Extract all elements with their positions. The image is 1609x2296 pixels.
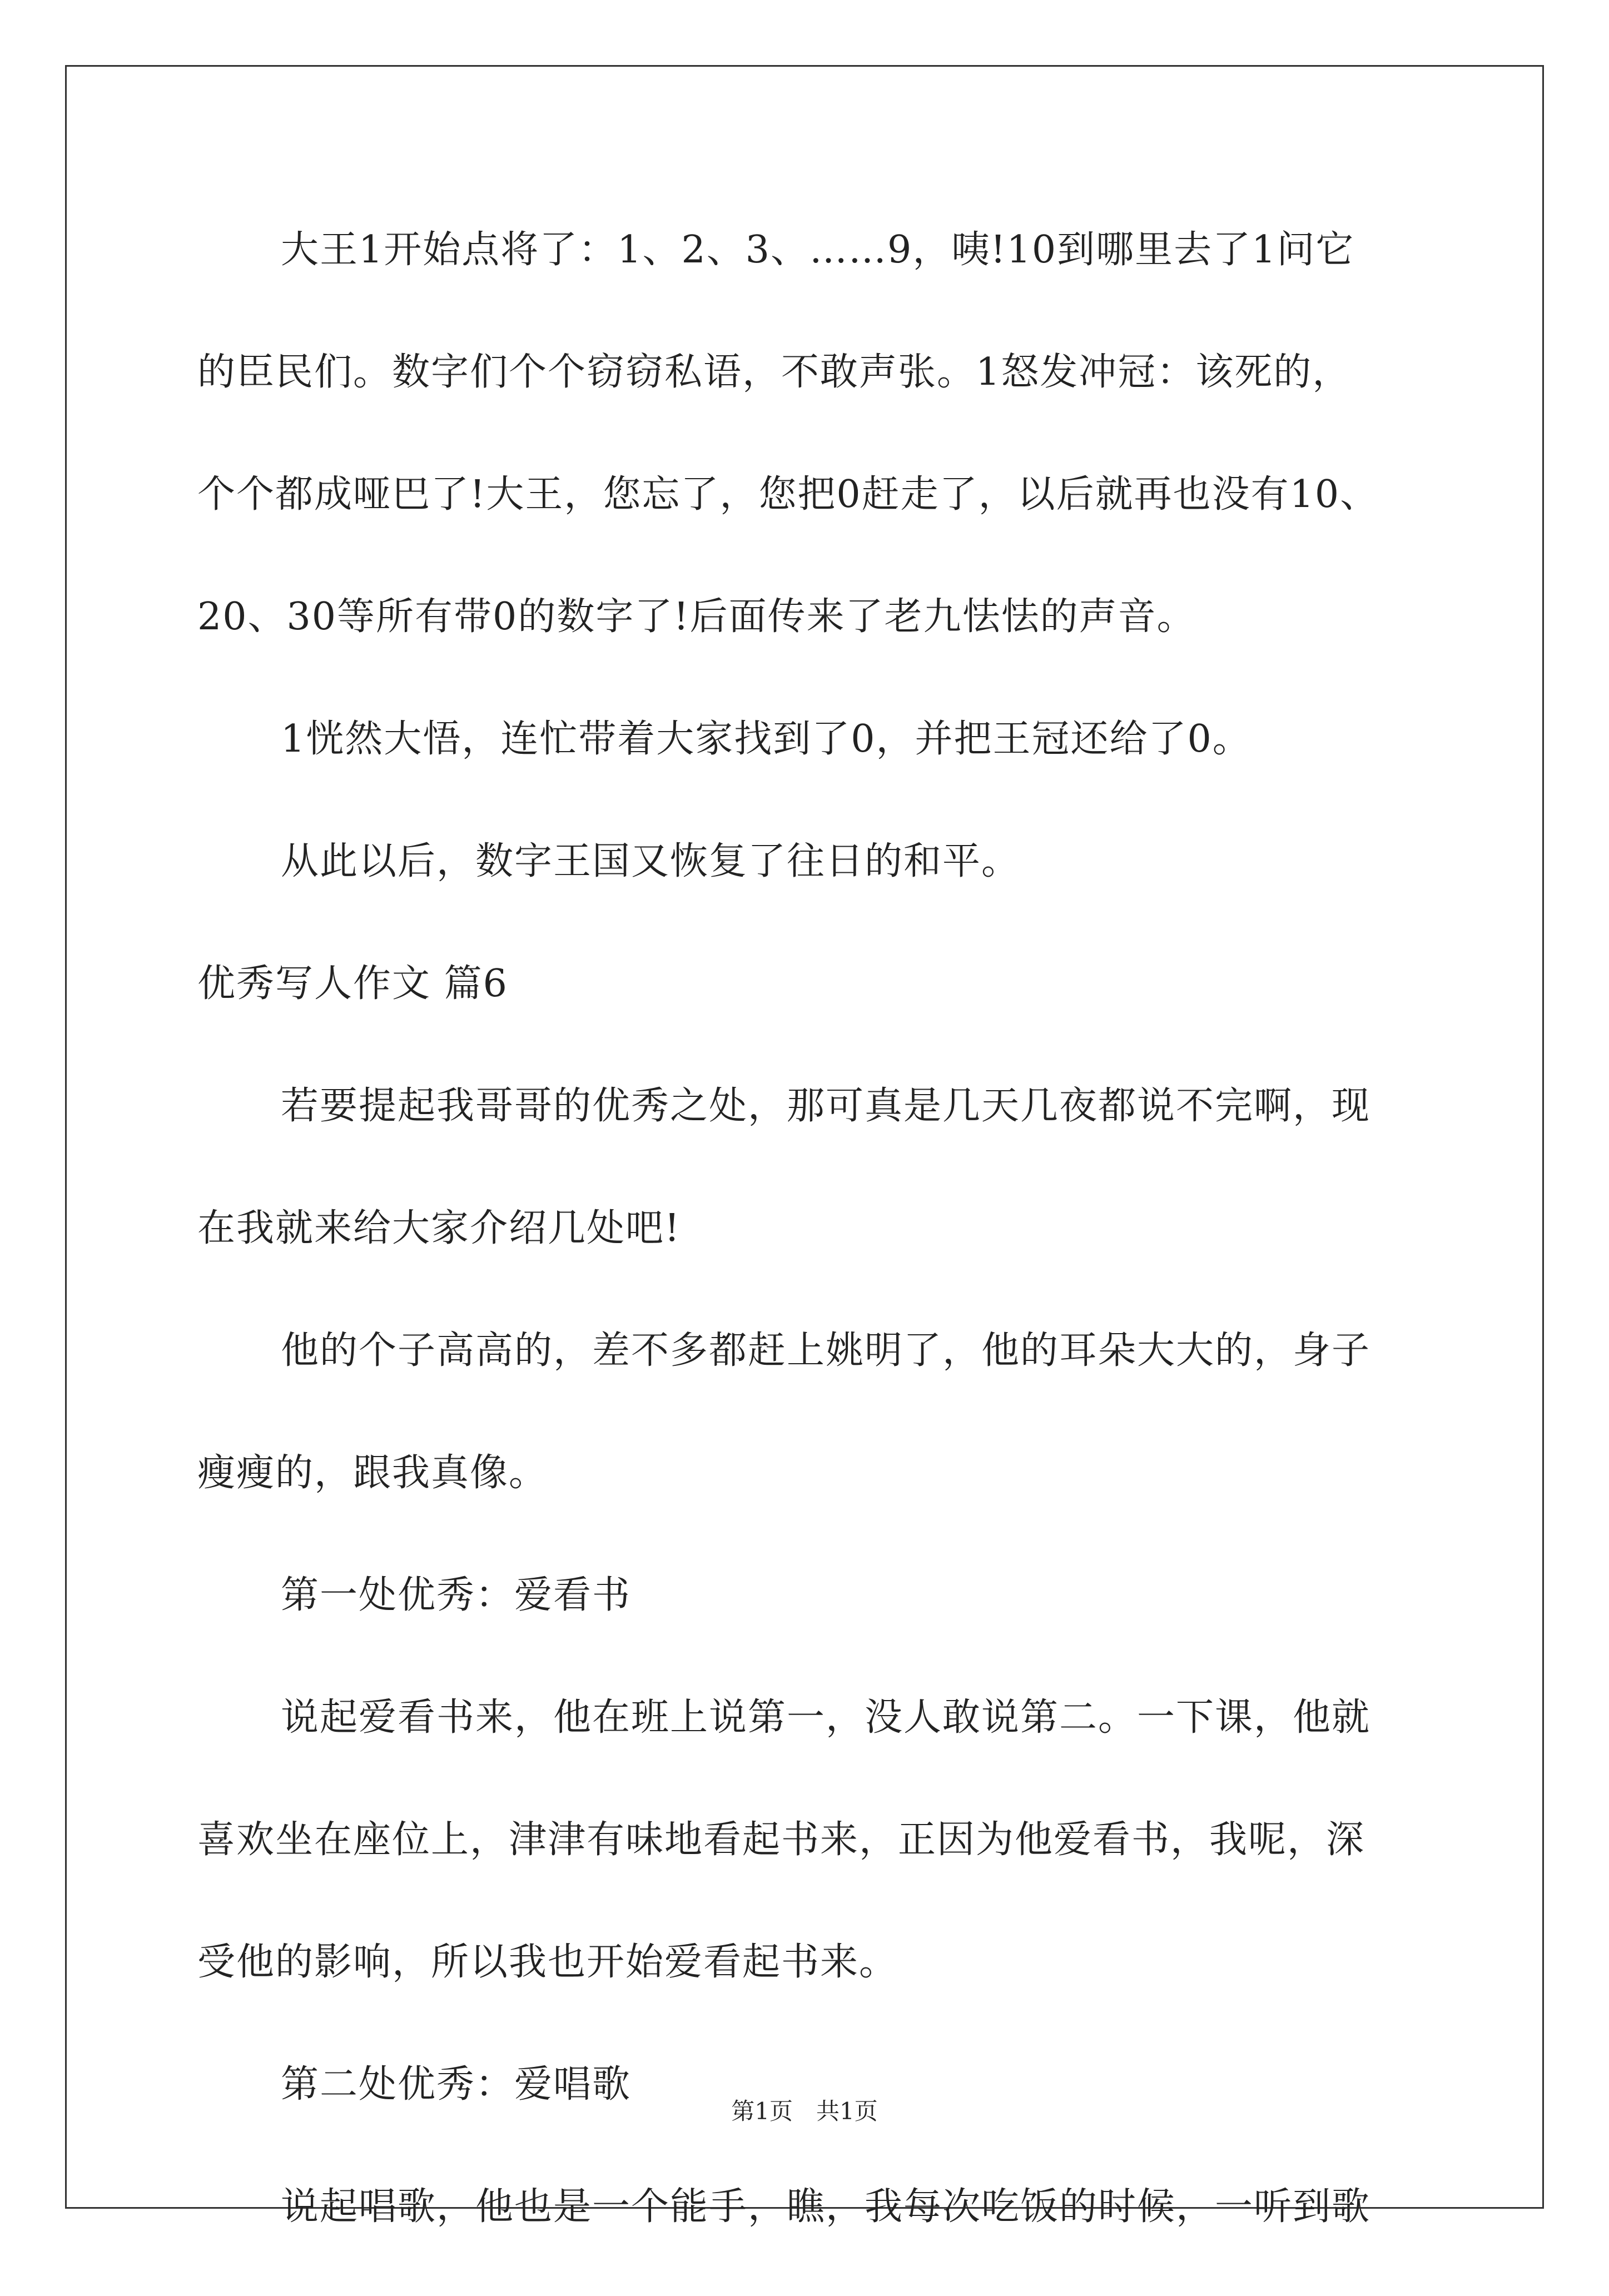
paragraph-line: 个个都成哑巴了!大王，您忘了，您把0赶走了，以后就再也没有10、 bbox=[197, 473, 1379, 516]
page-footer: 第1页 共1页 bbox=[731, 2098, 878, 2125]
section-heading: 优秀写人作文 篇6 bbox=[197, 962, 508, 1006]
document-body bbox=[197, 217, 1443, 2296]
subheading-line: 第一处优秀：爱看书 bbox=[281, 1573, 632, 1617]
paragraph-line: 若要提起我哥哥的优秀之处，那可真是几天几夜都说不完啊，现 bbox=[281, 1084, 1371, 1128]
paragraph-line: 从此以后，数字王国又恢复了往日的和平。 bbox=[281, 839, 1021, 883]
paragraph-line: 说起爱看书来，他在班上说第一，没人敢说第二。一下课，他就 bbox=[281, 1696, 1371, 1740]
paragraph-line: 说起唱歌，他也是一个能手，瞧，我每次吃饭的时候，一听到歌 bbox=[281, 2185, 1371, 2229]
paragraph-line: 瘦瘦的，跟我真像。 bbox=[197, 1451, 548, 1495]
subheading-line: 第二处优秀：爱唱歌 bbox=[281, 2063, 632, 2106]
paragraph-line: 在我就来给大家介绍几处吧! bbox=[197, 1206, 681, 1250]
paragraph-line: 20、30等所有带0的数字了!后面传来了老九怯怯的声音。 bbox=[197, 595, 1196, 639]
paragraph-line: 大王1开始点将了：1、2、3、……9，咦!10到哪里去了1问它 bbox=[281, 228, 1355, 272]
paragraph-line: 1恍然大悟，连忙带着大家找到了0，并把王冠还给了0。 bbox=[281, 717, 1252, 761]
paragraph-line: 喜欢坐在座位上，津津有味地看起书来，正因为他爱看书，我呢，深 bbox=[197, 1818, 1365, 1862]
paragraph-line: 他的个子高高的，差不多都赶上姚明了，他的耳朵大大的，身子 bbox=[281, 1329, 1371, 1373]
paragraph-line: 的臣民们。数字们个个窃窃私语，不敢声张。1怒发冲冠：该死的， bbox=[197, 350, 1352, 394]
paragraph-line: 受他的影响，所以我也开始爱看起书来。 bbox=[197, 1940, 898, 1984]
